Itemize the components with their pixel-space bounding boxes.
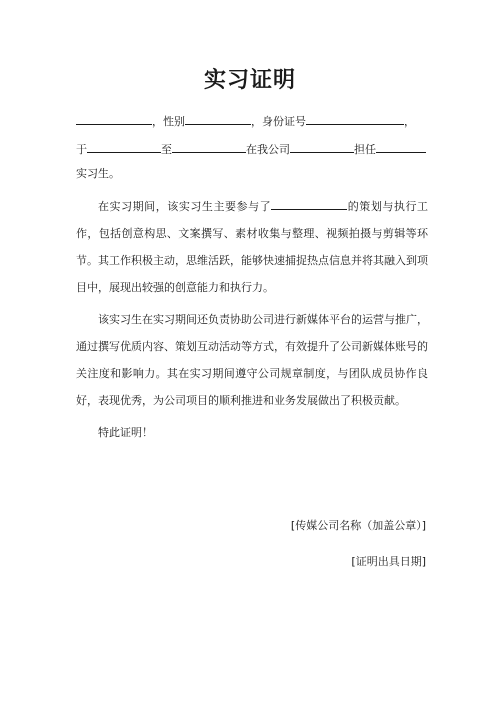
comma-1: ， [152,115,163,128]
intro-line-2 [76,139,426,159]
position-blank [376,139,426,153]
start-date-blank [87,139,161,153]
gender-label: 性别 [163,115,185,128]
paragraph-operations: 该实习生在实习期间还负责协助公司进行新媒体平台的运营与推广，通过撰写优质内容、策划互动活动等方式，有效提升了公司新媒体账号的关注度和影响力。其在实习期间遵守公司规章制度，与团队成员协作良好，表现优秀，为公司项目的顺利推进和业务发展做出了积极贡献。 [76,313,428,407]
paragraph-1-rest: 的策划与执行工作，包括创意构思、文案撰写、素材收集与整理、视频拍摄与剪辑等环节。其工作积极主动，思维活跃，能够快速捕捉热点信息并将其融入到项目中，展现出较强的创意能力和执行力。 [76,200,429,294]
company-label: 在我公司 [246,143,290,156]
paragraph-1-start: 在实习期间，该实习生主要参与了 [98,200,272,213]
page-title: 实习证明 [203,68,296,93]
paragraph-work-content [76,193,428,301]
comma-2: ， [251,115,262,128]
project-blank [271,196,347,210]
issue-date: [证明出具日期] [351,555,426,568]
intro-line-3: 实习生。 [76,167,120,180]
from-label: 于 [76,143,87,156]
name-blank [76,111,152,125]
end-date-blank [172,139,246,153]
intro-line-1 [76,111,415,131]
id-number-label: 身份证号 [262,115,306,128]
closing-statement: 特此证明！ [98,426,153,439]
position-label: 担任 [354,143,376,156]
to-label: 至 [161,143,172,156]
gender-blank [185,111,251,125]
comma-3: ， [404,115,415,128]
id-number-blank [306,111,404,125]
company-signature: [传媒公司名称（加盖公章）] [290,519,426,532]
department-blank [290,139,354,153]
